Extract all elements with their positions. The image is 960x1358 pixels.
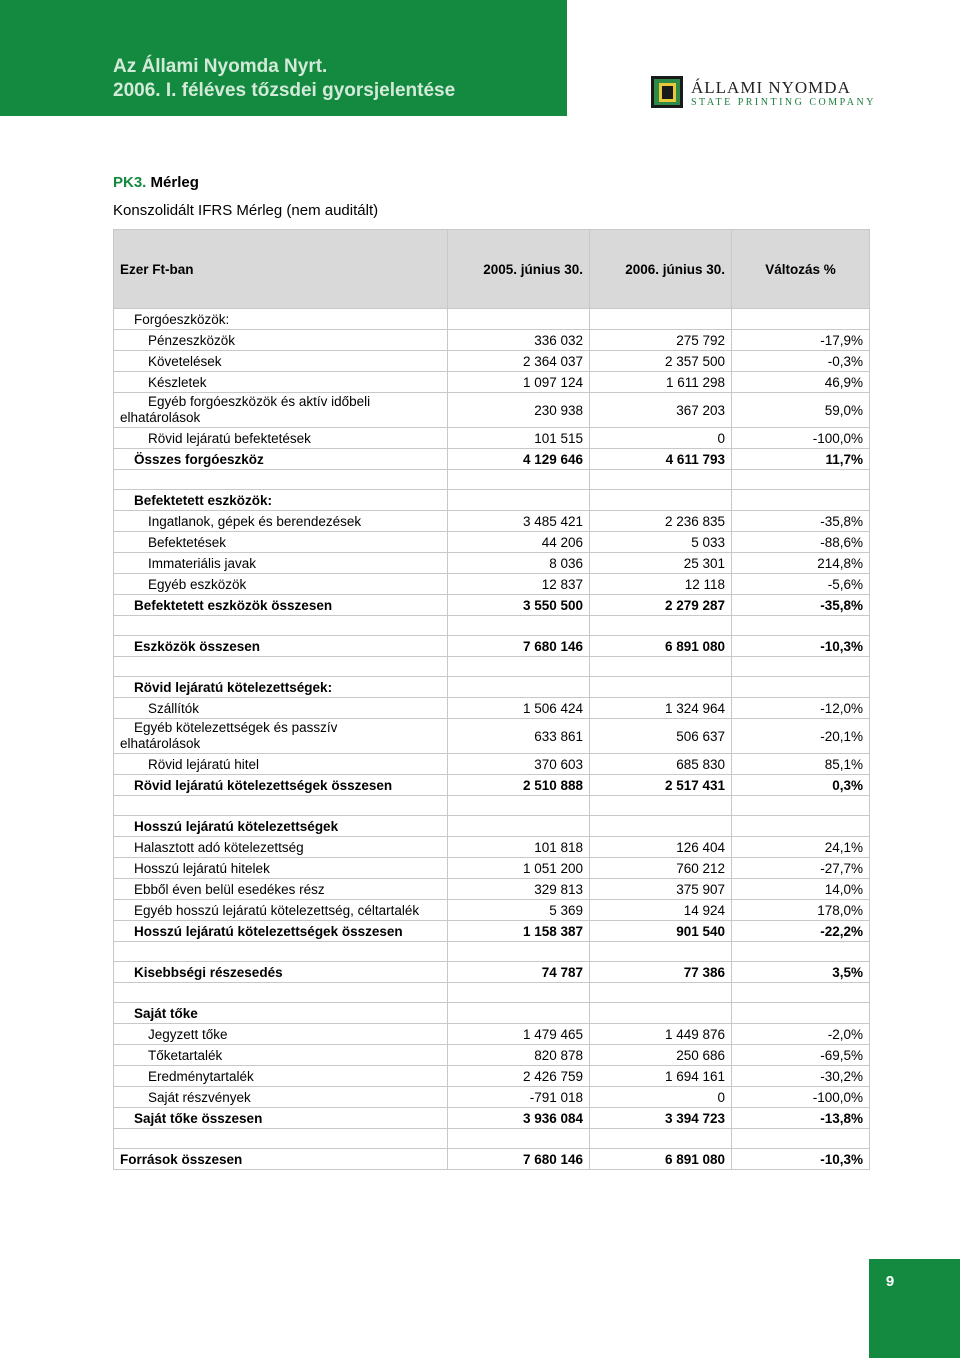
value-2005: 8 036 — [448, 553, 590, 574]
value-2006 — [590, 309, 732, 330]
value-2005: 74 787 — [448, 962, 590, 983]
spacer-row — [114, 470, 870, 490]
value-change — [732, 309, 870, 330]
row-label: Kisebbségi részesedés — [114, 962, 448, 983]
value-change: -2,0% — [732, 1024, 870, 1045]
value-2006: 1 449 876 — [590, 1024, 732, 1045]
value-change: 11,7% — [732, 449, 870, 470]
empty-cell — [448, 983, 590, 1003]
row-label: Összes forgóeszköz — [114, 449, 448, 470]
value-2006: 760 212 — [590, 858, 732, 879]
value-2006: 12 118 — [590, 574, 732, 595]
empty-cell — [732, 470, 870, 490]
row-label: Pénzeszközök — [114, 330, 448, 351]
row-label: Saját tőke — [114, 1003, 448, 1024]
value-change: 85,1% — [732, 754, 870, 775]
empty-cell — [448, 616, 590, 636]
value-2006 — [590, 816, 732, 837]
row-label: Készletek — [114, 372, 448, 393]
row-label: Saját részvények — [114, 1087, 448, 1108]
value-2005: 3 485 421 — [448, 511, 590, 532]
header-change: Változás % — [732, 230, 870, 309]
value-2005: 101 818 — [448, 837, 590, 858]
value-change — [732, 490, 870, 511]
header-2005: 2005. június 30. — [448, 230, 590, 309]
value-change: 46,9% — [732, 372, 870, 393]
row-label: Szállítók — [114, 698, 448, 719]
table-row — [114, 754, 870, 775]
value-change — [732, 1003, 870, 1024]
row-label: Források összesen — [114, 1149, 448, 1170]
spacer-row — [114, 657, 870, 677]
empty-cell — [590, 657, 732, 677]
spacer-row — [114, 1129, 870, 1149]
value-change: -27,7% — [732, 858, 870, 879]
table-row — [114, 393, 870, 428]
value-change: -20,1% — [732, 719, 870, 754]
row-label: Jegyzett tőke — [114, 1024, 448, 1045]
value-2005: 1 097 124 — [448, 372, 590, 393]
table-body — [114, 309, 870, 1170]
empty-cell — [732, 796, 870, 816]
table-row — [114, 1149, 870, 1170]
row-label: Hosszú lejáratú kötelezettségek összesen — [114, 921, 448, 942]
empty-cell — [732, 1129, 870, 1149]
empty-cell — [448, 657, 590, 677]
value-2006: 6 891 080 — [590, 636, 732, 657]
value-2005 — [448, 1003, 590, 1024]
empty-cell — [590, 942, 732, 962]
spacer-row — [114, 942, 870, 962]
table-row — [114, 449, 870, 470]
row-label: Befektetett eszközök: — [114, 490, 448, 511]
row-label: Befektetések — [114, 532, 448, 553]
value-2006: 1 611 298 — [590, 372, 732, 393]
table-row — [114, 428, 870, 449]
value-change: -12,0% — [732, 698, 870, 719]
value-2005: 329 813 — [448, 879, 590, 900]
value-2006: 0 — [590, 1087, 732, 1108]
table-row — [114, 511, 870, 532]
value-2005: -791 018 — [448, 1087, 590, 1108]
table-row — [114, 1108, 870, 1129]
value-change — [732, 816, 870, 837]
empty-cell — [590, 470, 732, 490]
row-label: Hosszú lejáratú kötelezettségek — [114, 816, 448, 837]
row-label: Rövid lejáratú befektetések — [114, 428, 448, 449]
value-2006: 6 891 080 — [590, 1149, 732, 1170]
logo-mark-icon — [651, 76, 683, 108]
table-row — [114, 351, 870, 372]
table-row — [114, 858, 870, 879]
page-number: 9 — [885, 1273, 895, 1290]
table-row — [114, 574, 870, 595]
table-row — [114, 372, 870, 393]
empty-cell — [590, 1129, 732, 1149]
table-row — [114, 1045, 870, 1066]
value-change: 59,0% — [732, 393, 870, 428]
header-2006: 2006. június 30. — [590, 230, 732, 309]
value-2005: 1 051 200 — [448, 858, 590, 879]
value-change: -5,6% — [732, 574, 870, 595]
table-row — [114, 532, 870, 553]
value-change: -69,5% — [732, 1045, 870, 1066]
value-2005: 2 364 037 — [448, 351, 590, 372]
row-label: Követelések — [114, 351, 448, 372]
row-label: Befektetett eszközök összesen — [114, 595, 448, 616]
table-row — [114, 775, 870, 796]
logo-tagline: STATE PRINTING COMPANY — [691, 97, 876, 108]
value-change: -100,0% — [732, 1087, 870, 1108]
table-row — [114, 962, 870, 983]
row-label: Rövid lejáratú kötelezettségek összesen — [114, 775, 448, 796]
value-2006: 685 830 — [590, 754, 732, 775]
row-label: Ebből éven belül esedékes rész — [114, 879, 448, 900]
value-2005: 7 680 146 — [448, 1149, 590, 1170]
empty-cell — [448, 470, 590, 490]
value-change: 24,1% — [732, 837, 870, 858]
table-row — [114, 490, 870, 511]
value-change: -0,3% — [732, 351, 870, 372]
empty-cell — [114, 1129, 448, 1149]
value-2005 — [448, 309, 590, 330]
table-row — [114, 595, 870, 616]
page-number-box — [869, 1259, 960, 1358]
spacer-row — [114, 796, 870, 816]
value-2006: 25 301 — [590, 553, 732, 574]
value-2006: 14 924 — [590, 900, 732, 921]
value-2005: 370 603 — [448, 754, 590, 775]
value-change: -35,8% — [732, 595, 870, 616]
balance-sheet-table — [113, 229, 870, 1170]
value-2005: 44 206 — [448, 532, 590, 553]
value-2005: 336 032 — [448, 330, 590, 351]
row-label: Rövid lejáratú kötelezettségek: — [114, 677, 448, 698]
value-2006: 506 637 — [590, 719, 732, 754]
value-change: -30,2% — [732, 1066, 870, 1087]
table-row — [114, 636, 870, 657]
empty-cell — [732, 942, 870, 962]
row-label-line-2: elhatárolások — [120, 736, 201, 751]
value-change: 178,0% — [732, 900, 870, 921]
company-logo — [651, 76, 876, 110]
report-title-line-1: Az Állami Nyomda Nyrt. — [113, 56, 328, 77]
value-2006: 126 404 — [590, 837, 732, 858]
header-banner — [0, 0, 567, 116]
value-2005: 7 680 146 — [448, 636, 590, 657]
empty-cell — [590, 616, 732, 636]
value-2006: 1 324 964 — [590, 698, 732, 719]
value-2005: 12 837 — [448, 574, 590, 595]
value-2006: 1 694 161 — [590, 1066, 732, 1087]
section-heading — [113, 174, 199, 191]
value-2005 — [448, 490, 590, 511]
value-2005: 5 369 — [448, 900, 590, 921]
row-label: Rövid lejáratú hitel — [114, 754, 448, 775]
value-2005 — [448, 677, 590, 698]
logo-wordmark: ÁLLAMI NYOMDA — [691, 78, 851, 97]
value-change: -88,6% — [732, 532, 870, 553]
row-label: Saját tőke összesen — [114, 1108, 448, 1129]
row-label: Forgóeszközök: — [114, 309, 448, 330]
table-row — [114, 1087, 870, 1108]
value-2006: 2 279 287 — [590, 595, 732, 616]
empty-cell — [114, 657, 448, 677]
section-title: Mérleg — [150, 174, 199, 191]
empty-cell — [590, 796, 732, 816]
table-row — [114, 330, 870, 351]
value-2005: 3 936 084 — [448, 1108, 590, 1129]
row-label: Ingatlanok, gépek és berendezések — [114, 511, 448, 532]
value-2005: 2 510 888 — [448, 775, 590, 796]
row-label: Eredménytartalék — [114, 1066, 448, 1087]
row-label: Halasztott adó kötelezettség — [114, 837, 448, 858]
value-change: 0,3% — [732, 775, 870, 796]
value-2006: 901 540 — [590, 921, 732, 942]
value-2005: 2 426 759 — [448, 1066, 590, 1087]
value-2005: 1 479 465 — [448, 1024, 590, 1045]
value-change: 14,0% — [732, 879, 870, 900]
value-change: 214,8% — [732, 553, 870, 574]
value-2005: 230 938 — [448, 393, 590, 428]
empty-cell — [448, 796, 590, 816]
value-change: -17,9% — [732, 330, 870, 351]
empty-cell — [448, 1129, 590, 1149]
row-label-line-1: Egyéb kötelezettségek és passzív — [134, 720, 338, 735]
row-label-line-2: elhatárolások — [120, 410, 201, 425]
value-2006: 4 611 793 — [590, 449, 732, 470]
table-row — [114, 900, 870, 921]
table-row — [114, 921, 870, 942]
value-change: -35,8% — [732, 511, 870, 532]
value-2006: 367 203 — [590, 393, 732, 428]
row-label-line-1: Egyéb forgóeszközök és aktív időbeli — [148, 394, 371, 409]
empty-cell — [114, 942, 448, 962]
empty-cell — [732, 983, 870, 1003]
spacer-row — [114, 983, 870, 1003]
value-2006: 5 033 — [590, 532, 732, 553]
value-2005: 633 861 — [448, 719, 590, 754]
value-2005 — [448, 816, 590, 837]
value-2005: 4 129 646 — [448, 449, 590, 470]
table-row — [114, 1024, 870, 1045]
value-2006 — [590, 1003, 732, 1024]
value-2005: 1 506 424 — [448, 698, 590, 719]
empty-cell — [114, 983, 448, 1003]
value-2005: 820 878 — [448, 1045, 590, 1066]
value-change: -10,3% — [732, 636, 870, 657]
value-2005: 1 158 387 — [448, 921, 590, 942]
value-2005: 101 515 — [448, 428, 590, 449]
value-2006 — [590, 490, 732, 511]
empty-cell — [114, 470, 448, 490]
value-2005: 3 550 500 — [448, 595, 590, 616]
empty-cell — [114, 616, 448, 636]
row-label: Eszközök összesen — [114, 636, 448, 657]
table-row — [114, 879, 870, 900]
value-2006: 250 686 — [590, 1045, 732, 1066]
value-change: -22,2% — [732, 921, 870, 942]
value-change — [732, 677, 870, 698]
empty-cell — [590, 983, 732, 1003]
value-change: -100,0% — [732, 428, 870, 449]
table-row — [114, 1066, 870, 1087]
row-label: Immateriális javak — [114, 553, 448, 574]
value-change: -10,3% — [732, 1149, 870, 1170]
row-label: Egyéb hosszú lejáratú kötelezettség, céltartalék — [114, 900, 448, 921]
value-2006: 2 517 431 — [590, 775, 732, 796]
value-change: 3,5% — [732, 962, 870, 983]
value-2006 — [590, 677, 732, 698]
value-2006: 2 357 500 — [590, 351, 732, 372]
spacer-row — [114, 616, 870, 636]
table-row — [114, 677, 870, 698]
table-row — [114, 1003, 870, 1024]
value-2006: 275 792 — [590, 330, 732, 351]
value-change: -13,8% — [732, 1108, 870, 1129]
value-2006: 375 907 — [590, 879, 732, 900]
section-subtitle: Konszolidált IFRS Mérleg (nem auditált) — [113, 202, 379, 219]
empty-cell — [732, 616, 870, 636]
empty-cell — [448, 942, 590, 962]
value-2006: 3 394 723 — [590, 1108, 732, 1129]
header-unit: Ezer Ft-ban — [114, 230, 448, 309]
value-2006: 0 — [590, 428, 732, 449]
section-code: PK3. — [113, 174, 147, 191]
table-row — [114, 698, 870, 719]
table-row — [114, 309, 870, 330]
table-row — [114, 837, 870, 858]
row-label: Tőketartalék — [114, 1045, 448, 1066]
value-2006: 77 386 — [590, 962, 732, 983]
empty-cell — [732, 657, 870, 677]
table-row — [114, 553, 870, 574]
table-header-row — [114, 230, 870, 309]
table-row — [114, 719, 870, 754]
row-label: Hosszú lejáratú hitelek — [114, 858, 448, 879]
row-label — [114, 393, 448, 428]
row-label — [114, 719, 448, 754]
report-title-line-2: 2006. I. féléves tőzsdei gyorsjelentése — [113, 80, 456, 101]
value-2006: 2 236 835 — [590, 511, 732, 532]
table-row — [114, 816, 870, 837]
row-label: Egyéb eszközök — [114, 574, 448, 595]
empty-cell — [114, 796, 448, 816]
